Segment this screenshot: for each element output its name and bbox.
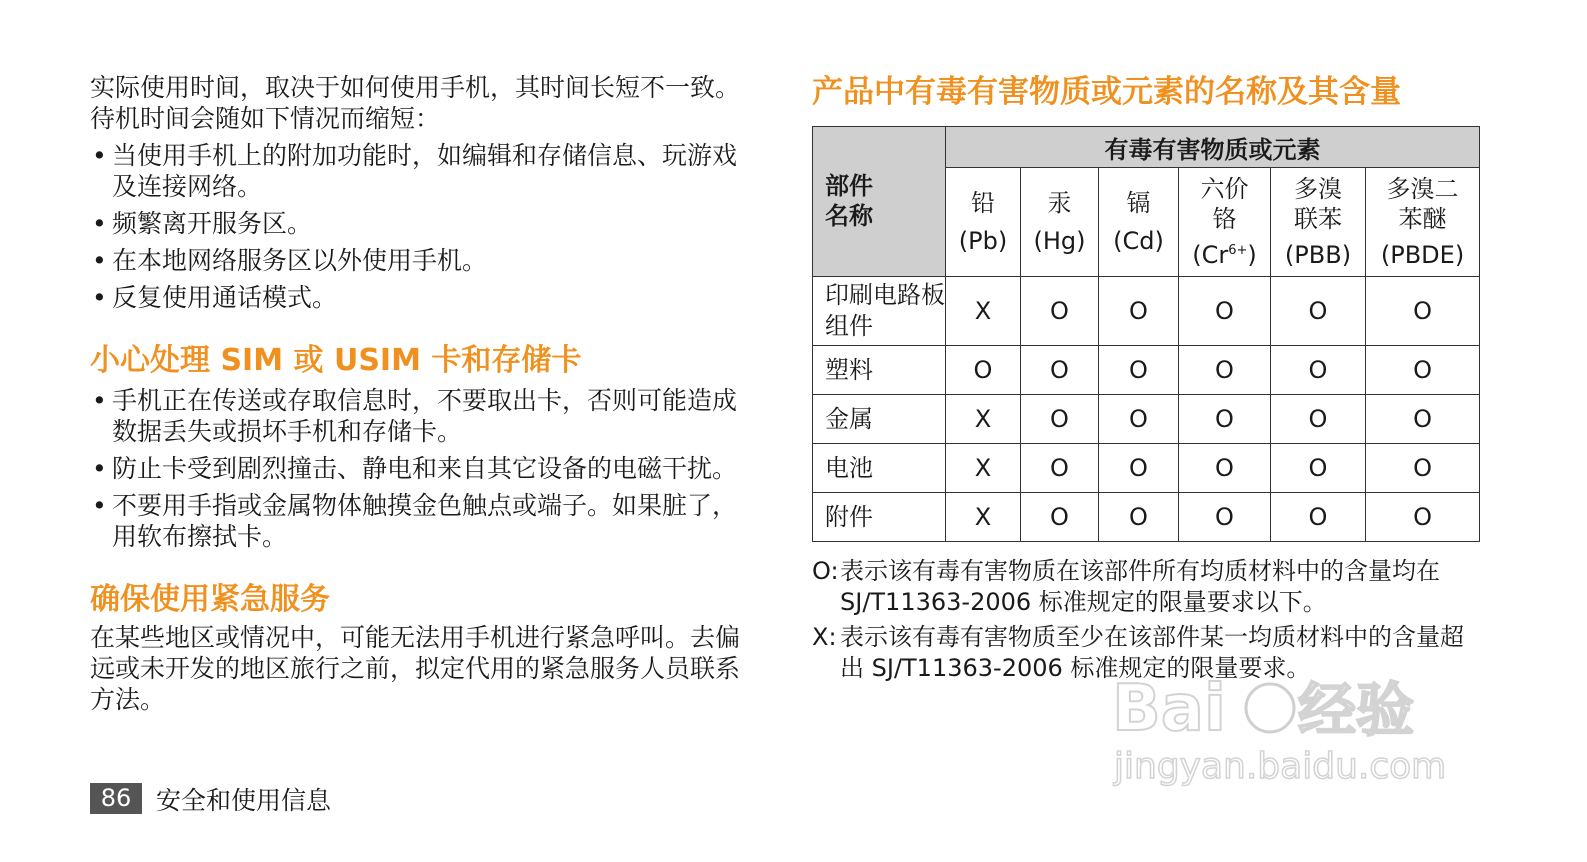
battery-intro: 实际使用时间，取决于如何使用手机，其时间长短不一致。待机时间会随如下情况而缩短： [90,73,741,133]
part-name-cell: 电池 [813,444,946,493]
substance-header-pb: 铅 (Pb) [946,168,1021,277]
list-item: • 手机正在传送或存取信息时，不要取出卡，否则可能造成数据丢失或损坏手机和存储卡。 [92,386,738,446]
note-o: O: 表示该有毒有害物质在该部件所有均质材料中的含量均在 SJ/T11363-2006 标准规定的限量要求以下。 [812,557,1440,616]
list-item: • 当使用手机上的附加功能时，如编辑和存储信息、玩游戏及连接网络。 [92,141,738,201]
table-cell: O [1366,444,1480,493]
table-cell: O [1366,493,1480,542]
table-cell: O [1179,493,1271,542]
substance-header-pbde: 多溴二 苯醚 (PBDE) [1366,168,1480,277]
table-cell: O [1021,493,1099,542]
table-cell: O [1179,277,1271,346]
table-cell: O [1366,395,1480,444]
table-cell: O [1021,395,1099,444]
sim-card-section-title: 小心处理 SIM 或 USIM 卡和存储卡 [90,343,582,378]
list-item: • 不要用手指或金属物体触摸金色触点或端子。如果脏了，用软布擦拭卡。 [92,491,738,551]
part-name-cell: 附件 [813,493,946,542]
page-number: 86 [90,783,142,814]
right-column [812,72,1482,688]
bullet-icon: • [92,209,107,238]
table-notes [812,556,1482,684]
list-item: • 频繁离开服务区。 [92,209,313,238]
substance-header-hg: 汞 (Hg) [1021,168,1099,277]
emergency-text: 在某些地区或情况中，可能无法用手机进行紧急呼叫。去偏远或未开发的地区旅行之前，拟定代用的紧急服务人员联系方法。 [90,623,741,714]
table-cell: O [1099,346,1179,395]
substance-header-cd: 镉 (Cd) [1099,168,1179,277]
bullet-icon: • [92,454,107,483]
table-cell: X [946,493,1021,542]
table-cell: O [1099,395,1179,444]
substances-group-header: 有毒有害物质或元素 [946,127,1480,168]
svg-text:jingyan.baidu.com: jingyan.baidu.com [1114,746,1447,787]
hazardous-substances-table [812,126,1480,542]
table-cell: O [1271,493,1366,542]
bullet-icon: • [92,141,107,170]
part-name-cell: 印刷电路板组件 [813,277,946,346]
table-cell: X [946,277,1021,346]
bullet-icon: • [92,386,107,415]
list-item: • 在本地网络服务区以外使用手机。 [92,246,488,275]
part-name-cell: 金属 [813,395,946,444]
svg-text:经验: 经验 [1298,676,1415,744]
table-row [813,277,1480,346]
table-cell: O [1099,493,1179,542]
left-column [90,72,760,715]
table-cell: O [1021,277,1099,346]
table-row [813,493,1480,542]
table-cell: O [1179,346,1271,395]
bullet-icon: • [92,283,107,312]
table-cell: O [946,346,1021,395]
list-item: • 防止卡受到剧烈撞击、静电和来自其它设备的电磁干扰。 [92,454,738,483]
table-cell: O [1179,444,1271,493]
table-row [813,444,1480,493]
note-x: X: 表示该有毒有害物质至少在该部件某一均质材料中的含量超出 SJ/T11363-2006 标准规定的限量要求。 [812,623,1464,682]
table-cell: O [1366,277,1480,346]
table-cell: O [1021,444,1099,493]
sim-bullet-list [90,385,760,552]
hazardous-substances-title: 产品中有毒有害物质或元素的名称及其含量 [812,74,1401,110]
footer-section-label: 安全和使用信息 [156,785,332,815]
substance-header-cr6: 六价 铬 $(Cr^{6+})$ [1179,168,1271,277]
table-row [813,346,1480,395]
table-header-row [813,127,1480,168]
table-cell: X [946,395,1021,444]
page-footer [90,783,331,814]
bullet-icon: • [92,246,107,275]
intro-bullet-list [90,140,760,313]
table-cell: O [1271,346,1366,395]
table-cell: O [1021,346,1099,395]
table-cell: O [1271,444,1366,493]
part-name-header: 部件 名称 [813,127,946,277]
table-cell: O [1099,277,1179,346]
list-item: • 反复使用通话模式。 [92,283,338,312]
bullet-icon: • [92,491,107,520]
table-row [813,395,1480,444]
emergency-section-title: 确保使用紧急服务 [90,582,330,617]
substance-header-pbb: 多溴 联苯 (PBB) [1271,168,1366,277]
table-cell: O [1099,444,1179,493]
table-cell: O [1271,277,1366,346]
table-cell: X [946,444,1021,493]
table-cell: O [1179,395,1271,444]
table-cell: O [1366,346,1480,395]
svg-text:Bai: Bai [1112,672,1226,746]
table-cell: O [1271,395,1366,444]
part-name-cell: 塑料 [813,346,946,395]
